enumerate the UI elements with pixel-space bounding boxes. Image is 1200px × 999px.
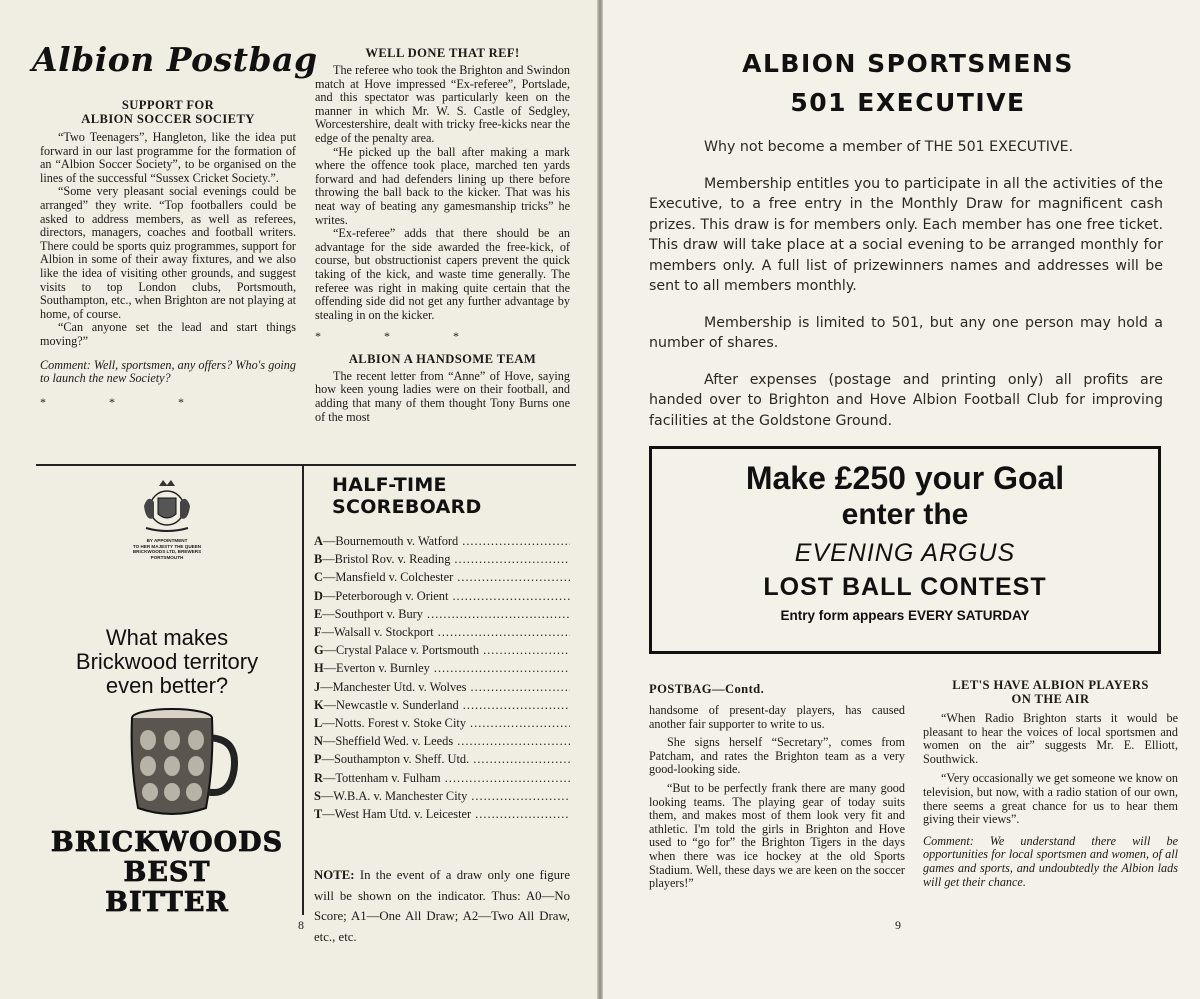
scoreboard-note xyxy=(314,865,570,947)
executive-title xyxy=(663,44,1153,122)
lost-ball-contest-box xyxy=(649,446,1161,654)
row-key: R xyxy=(314,770,323,785)
paragraph: Membership is limited to 501, but any one person may hold a number of shares. xyxy=(649,314,1163,351)
scoreboard-row: J — Manchester Utd. v. Wolves ..... xyxy=(314,678,570,696)
heading-line: ALBION SOCCER SOCIETY xyxy=(81,112,255,126)
paragraph: “But to be perfectly frank there are many good looking teams. The playing gear of today suits them, and makes most of them look very fit and athletic. I'm told the girls in Brighton and Hove used to “go for” the Brighton Tigers in the days when there was ice hockey at the old Sports Stadium. Well, these days we are keen on the soccer players!” xyxy=(649,780,905,891)
leader-dots xyxy=(462,532,570,550)
scoreboard-title: HALF-TIME SCOREBOARD xyxy=(332,474,482,518)
scoreboard-row: E — Southport v. Bury ..... xyxy=(314,605,570,623)
scoreboard-row: D — Peterborough v. Orient ..... xyxy=(314,587,570,605)
row-key: A xyxy=(314,534,323,548)
note-label: NOTE: xyxy=(314,868,355,883)
scoreboard-row: T — West Ham Utd. v. Leicester ..... xyxy=(314,805,570,823)
section-stars: * * * xyxy=(40,394,214,409)
postbag-column-2 xyxy=(315,46,570,424)
paragraph: After expenses (postage and printing only) all profits are handed over to Brighton and Hove Albion Football Club for improving facilities at the Goldstone Ground. xyxy=(649,371,1163,429)
postbag-contd-column xyxy=(649,682,905,891)
scoreboard-row: F — Walsall v. Stockport ..... xyxy=(314,623,570,641)
half-time-scoreboard xyxy=(314,474,570,947)
row-match: Southampton v. Sheff. Utd. xyxy=(333,752,470,767)
paragraph: “Ex-referee” adds that there should be an advantage for the side awarded the free-kick, of course, but obstructionist capers prevent the quick taking of the kick, and waste time generally. The referee was right in making quite certain that the offending side did not get any further advantage by stealing in on the kicker. xyxy=(315,226,570,322)
row-match: Southport v. Bury xyxy=(334,606,423,621)
row-key: B xyxy=(314,552,323,567)
leader-dots xyxy=(445,769,570,787)
row-match: Bristol Rov. v. Reading xyxy=(334,552,451,567)
newspaper-name: EVENING ARGUS xyxy=(794,539,1016,567)
scoreboard-row: B — Bristol Rov. v. Reading ..... xyxy=(314,550,570,568)
row-match: Tottenham v. Fulham xyxy=(335,770,441,785)
horizontal-rule xyxy=(36,464,576,466)
heading: POSTBAG—Contd. xyxy=(649,682,765,696)
royal-crest-icon xyxy=(136,476,198,536)
beer-tankard-icon xyxy=(122,704,240,822)
heading: WELL DONE THAT REF! xyxy=(365,46,520,60)
row-key: D xyxy=(314,588,323,603)
left-page xyxy=(0,0,597,999)
page-number: 8 xyxy=(298,918,304,932)
scoreboard-row: K — Newcastle v. Sunderland ..... xyxy=(314,696,570,714)
brand-line: BRICKWOODS xyxy=(50,827,284,858)
editor-comment: Comment: Well, sportsmen, any offers? Who's going to launch the new Society? xyxy=(40,357,296,386)
scoreboard-row: L — Notts. Forest v. Stoke City ..... xyxy=(314,714,570,732)
radio-column xyxy=(923,678,1178,889)
paragraph: Membership entitles you to participate in all the activities of the Executive, to a free entry in the Monthly Draw for magnificent cash prizes. This draw is for members only. Each member has one free ticket. This draw will take place at a social evening to be arranged monthly for members only. A full list of prizewinners names and addresses will be sent to all members monthly. xyxy=(649,175,1163,294)
paragraph: handsome of present-day players, has caused another fair supporter to write to us. xyxy=(649,703,905,731)
tagline-line: What makes xyxy=(105,625,229,650)
warrant-line: BRICKWOODS LTD, BREWERS xyxy=(132,549,202,555)
tagline-line: Brickwood territory xyxy=(75,649,259,674)
leader-dots xyxy=(452,587,570,605)
row-key: H xyxy=(314,661,324,676)
row-match: Bournemouth v. Watford xyxy=(335,534,459,548)
contest-subhead: enter the xyxy=(841,498,969,531)
paragraph: The recent letter from “Anne” of Hove, saying how keen young ladies were on their football, and adding that many of them thought Tony Burns one of the most xyxy=(315,368,570,424)
scoreboard-row: R — Tottenham v. Fulham ..... xyxy=(314,769,570,787)
heading-line: LET'S HAVE ALBION PLAYERS xyxy=(952,678,1149,692)
paragraph: “Two Teenagers”, Hangleton, like the idea put forward in our last programme for the formation of an “Albion Soccer Society”, to be organised on the lines of the successful “Sussex Cricket Society.”. xyxy=(40,130,296,185)
row-key: G xyxy=(314,643,324,658)
leader-dots xyxy=(473,750,570,768)
paragraph: “Very occasionally we get someone we know on television, but now, with a radio station of our own, there seems a great chance for us to hear them giving their views”. xyxy=(923,771,1178,827)
row-key: E xyxy=(314,606,323,621)
leader-dots xyxy=(483,641,570,659)
heading-line: ON THE AIR xyxy=(1011,692,1090,706)
paragraph: She signs herself “Secretary”, comes from Patcham, and rates the Brighton team as a very good-looking side. xyxy=(649,735,905,777)
title-line: 501 EXECUTIVE xyxy=(790,88,1026,117)
leader-dots xyxy=(475,805,570,823)
brand-line: BEST xyxy=(123,857,211,888)
row-key: T xyxy=(314,807,323,822)
paragraph: “Can anyone set the lead and start things moving?” xyxy=(40,320,296,348)
leader-dots xyxy=(463,696,570,714)
warrant-line: PORTSMOUTH xyxy=(150,554,184,560)
scoreboard-row: C — Mansfield v. Colchester ..... xyxy=(314,568,570,586)
row-key: S xyxy=(314,788,321,803)
title-line: ALBION SPORTSMENS xyxy=(742,49,1074,78)
paragraph: Why not become a member of THE 501 EXECUTIVE. xyxy=(704,139,1074,155)
row-match: W.B.A. v. Manchester City xyxy=(333,788,468,803)
scoreboard-row: A — Bournemouth v. Watford ..... xyxy=(314,532,570,550)
paragraph: “When Radio Brighton starts it would be pleasant to hear the voices of local sportsmen and women on the air” suggests Mr. E. Elliott, Southwick. xyxy=(923,711,1178,766)
page-number: 9 xyxy=(895,918,901,932)
leader-dots xyxy=(471,787,570,805)
leader-dots xyxy=(457,732,570,750)
entry-form-note: Entry form appears EVERY SATURDAY xyxy=(780,608,1030,623)
brickwoods-advert xyxy=(36,476,298,916)
row-key: L xyxy=(314,716,323,731)
scoreboard-row: N — Sheffield Wed. v. Leeds ..... xyxy=(314,732,570,750)
row-match: Everton v. Burnley xyxy=(336,661,430,676)
row-match: Crystal Palace v. Portsmouth xyxy=(336,643,480,658)
row-match: Mansfield v. Colchester xyxy=(335,570,454,585)
row-key: C xyxy=(314,570,323,585)
royal-warrant xyxy=(106,538,228,560)
leader-dots xyxy=(457,568,570,586)
row-key: K xyxy=(314,697,324,712)
advert-brand xyxy=(36,828,298,918)
section-stars: * * * xyxy=(315,329,489,344)
row-match: Manchester Utd. v. Wolves xyxy=(332,679,467,694)
brand-line: BITTER xyxy=(105,887,229,918)
heading: ALBION A HANDSOME TEAM xyxy=(348,351,537,366)
row-match: West Ham Utd. v. Leicester xyxy=(334,807,472,822)
row-key: J xyxy=(314,679,321,694)
row-key: F xyxy=(314,625,322,640)
row-match: Walsall v. Stockport xyxy=(333,625,434,640)
heading-line: SUPPORT FOR xyxy=(121,98,215,112)
row-match: Notts. Forest v. Stoke City xyxy=(334,716,467,731)
warrant-line: TO HER MAJESTY THE QUEEN xyxy=(132,543,202,549)
scoreboard-row: S — W.B.A. v. Manchester City ..... xyxy=(314,787,570,805)
vertical-rule xyxy=(302,465,304,915)
row-key: N xyxy=(314,734,323,749)
advert-tagline xyxy=(36,626,298,698)
row-match: Peterborough v. Orient xyxy=(335,588,449,603)
leader-dots xyxy=(471,678,571,696)
scoreboard-row: P — Southampton v. Sheff. Utd. ..... xyxy=(314,750,570,768)
contest-headline: Make £250 your Goal xyxy=(745,460,1065,496)
contest-name: LOST BALL CONTEST xyxy=(763,573,1047,601)
postbag-column-1 xyxy=(40,98,296,409)
leader-dots xyxy=(454,550,570,568)
scoreboard-list xyxy=(314,532,570,823)
scoreboard-row: H — Everton v. Burnley ..... xyxy=(314,659,570,677)
editor-comment: Comment: We understand there will be opportunities for local sportsmen and women, of all games and sports, and undoubtedly the Albion lads will get their chance. xyxy=(923,833,1178,889)
leader-dots xyxy=(427,605,570,623)
leader-dots xyxy=(434,659,570,677)
row-match: Newcastle v. Sunderland xyxy=(336,697,459,712)
leader-dots xyxy=(470,714,570,732)
right-page xyxy=(603,0,1200,999)
warrant-line: BY APPOINTMENT xyxy=(146,538,188,543)
postbag-masthead: Albion Postbag xyxy=(32,40,318,79)
tagline-line: even better? xyxy=(105,673,229,698)
executive-body xyxy=(649,137,1163,447)
paragraph: “Some very pleasant social evenings could be arranged” they write. “Top footballers could be asked to address members, as well as referees, directors, managers, coaches and football writers. There could be sports quiz programmes, support for Albion in some of their away fixtures, and we also like the idea of visiting other grounds, and suggest visits to top London clubs, Portsmouth, Southampton, etc., when Brighton are not playing at home, of course. xyxy=(40,184,296,321)
note-text: In the event of a draw only one figure will be shown on the indicator. Thus: A0—No Score; A1—One All Draw; A2—Two All Draw, etc., etc. xyxy=(314,868,570,944)
paragraph: The referee who took the Brighton and Swindon match at Hove impressed “Ex-referee”, Portslade, and this spectator was particularly keen on the manner in which Mr. W. S. Castle of Sedgley, Worcestershire, dealt with tricky free-kicks near the edge of the penalty area. xyxy=(315,63,570,145)
scoreboard-row: G — Crystal Palace v. Portsmouth ..... xyxy=(314,641,570,659)
row-match: Sheffield Wed. v. Leeds xyxy=(335,734,454,749)
row-key: P xyxy=(314,752,322,767)
leader-dots xyxy=(438,623,570,641)
paragraph: “He picked up the ball after making a mark where the offence took place, marched ten yards forward and had defenders lining up there before throwing the ball back to the kicker. That was his neat way of beating any gamesmanship tricks” he writes. xyxy=(315,144,570,227)
